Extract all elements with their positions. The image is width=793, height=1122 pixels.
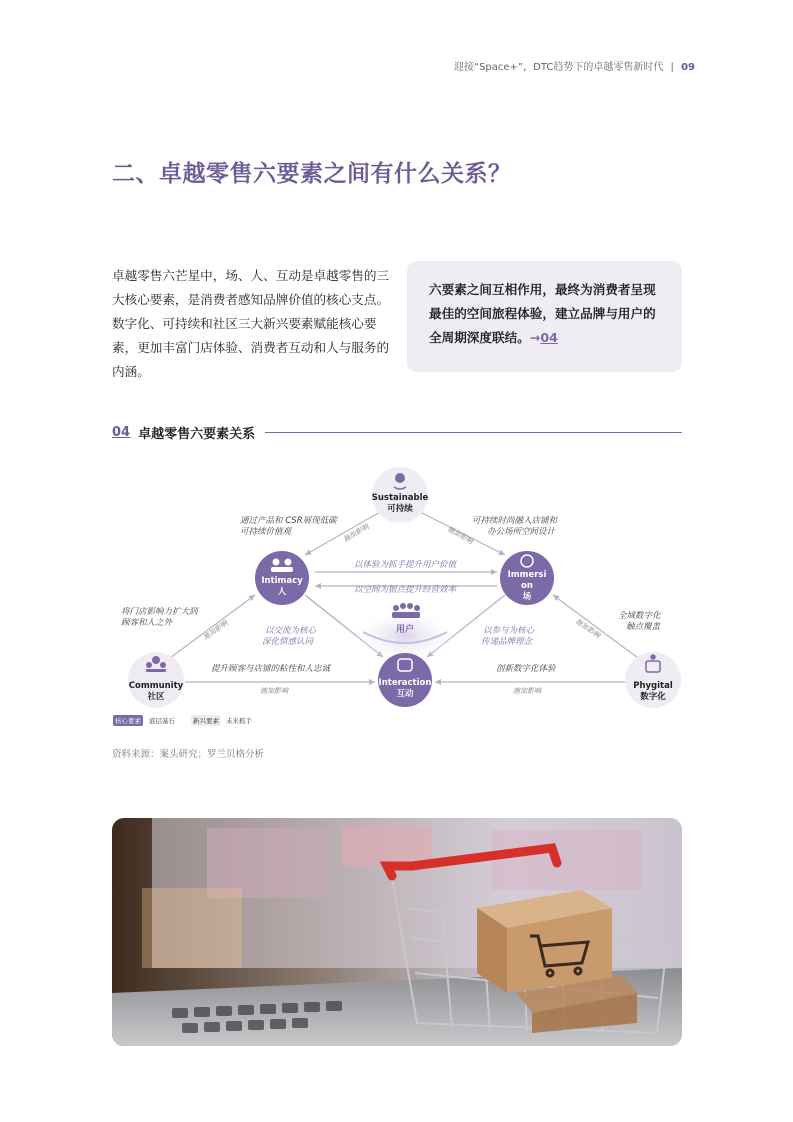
label-mid-bottom: 以空间为据点提升经营效率 bbox=[353, 585, 457, 595]
label-right-mid-2: 触点覆盖 bbox=[626, 622, 661, 632]
label-intimacy-user-1: 以交流为核心 bbox=[265, 626, 317, 636]
community-en: Community bbox=[128, 681, 184, 691]
immersion-en-2: on bbox=[521, 581, 533, 591]
label-immersion-user-1: 以参与为核心 bbox=[483, 626, 535, 636]
running-header bbox=[454, 58, 695, 73]
shopping-cart-photo bbox=[112, 818, 682, 1046]
node-immersion bbox=[500, 551, 554, 605]
node-interaction bbox=[378, 653, 432, 707]
label-mid-top: 以体验为抓手提升用户价值 bbox=[353, 560, 457, 570]
diagram-legend bbox=[113, 715, 253, 726]
figure-title: 卓越零售六要素关系 bbox=[138, 426, 256, 442]
label-influence-2: 施加影响 bbox=[446, 524, 475, 546]
intimacy-zh: 人 bbox=[277, 587, 287, 597]
header-doc-title: 迎接“Space+”，DTC趋势下的卓越零售新时代 bbox=[453, 62, 664, 73]
node-phygital bbox=[625, 652, 681, 708]
header-separator: | bbox=[670, 62, 674, 73]
label-right-mid-1: 全域数字化 bbox=[618, 611, 661, 621]
source-note: 资料来源：案头研究；罗兰贝格分析 bbox=[112, 749, 265, 760]
legend-desc-emerging: 未来抓手 bbox=[226, 717, 252, 725]
figure-title-bar bbox=[112, 422, 682, 442]
label-sustain-right-2: 办公场所空间设计 bbox=[487, 527, 556, 537]
six-elements-diagram bbox=[105, 460, 695, 735]
callout-box bbox=[407, 261, 682, 372]
label-sustain-right-1: 可持续时尚融入店铺和 bbox=[472, 516, 558, 526]
node-intimacy bbox=[255, 551, 309, 605]
legend-desc-core: 底层基石 bbox=[149, 717, 175, 725]
interaction-en: Interaction bbox=[378, 678, 432, 688]
label-influence-3: 施加影响 bbox=[201, 619, 230, 642]
immersion-zh: 场 bbox=[522, 592, 532, 602]
label-influence-5: 施加影响 bbox=[260, 687, 288, 695]
sustainable-zh: 可持续 bbox=[387, 504, 413, 514]
label-intimacy-user-2: 深化情感认同 bbox=[262, 637, 314, 647]
callout-text bbox=[429, 278, 666, 350]
node-sustainable bbox=[372, 467, 429, 523]
intimacy-en: Intimacy bbox=[261, 576, 303, 586]
legend-tag-emerging: 新兴要素 bbox=[193, 717, 219, 725]
callout-arrow: → bbox=[529, 330, 541, 345]
figure-title-rule bbox=[265, 432, 682, 433]
section-title: 二、卓越零售六要素之间有什么关系？ bbox=[112, 161, 512, 187]
sustainable-en: Sustainable bbox=[371, 493, 429, 503]
label-immersion-user-2: 传递品牌理念 bbox=[481, 637, 533, 647]
phygital-zh: 数字化 bbox=[640, 692, 666, 702]
label-influence-1: 施加影响 bbox=[342, 522, 371, 544]
page-number: 09 bbox=[681, 62, 695, 73]
label-left-mid-1: 将门店影响力扩大到 bbox=[121, 607, 198, 617]
photo-illustration bbox=[112, 818, 682, 1046]
interaction-zh: 互动 bbox=[396, 689, 414, 699]
label-bottom-left: 提升顾客与店铺的粘性和人忠诚 bbox=[211, 664, 331, 674]
phygital-en: Phygital bbox=[633, 681, 673, 691]
label-influence-4: 施加影响 bbox=[573, 617, 602, 640]
immersion-en-1: Immersi bbox=[507, 570, 547, 580]
user-zh: 用户 bbox=[395, 625, 415, 635]
callout-body: 六要素之间互相作用，最终为消费者呈现最佳的空间旅程体验，建立品牌与用户的全周期深度联结。 bbox=[429, 282, 656, 345]
label-influence-6: 施加影响 bbox=[513, 687, 541, 695]
community-zh: 社区 bbox=[147, 692, 165, 702]
node-community bbox=[128, 652, 184, 708]
callout-figure-link[interactable]: 04 bbox=[540, 330, 558, 345]
label-sustain-left-2: 可持续价值观 bbox=[240, 527, 292, 537]
label-bottom-right: 创新数字化体验 bbox=[496, 664, 556, 674]
label-sustain-left-1: 通过产品和 CSR展现低碳 bbox=[240, 516, 337, 526]
figure-number: 04 bbox=[112, 424, 131, 440]
legend-tag-core: 核心要素 bbox=[115, 717, 141, 725]
intro-paragraph: 卓越零售六芒星中，场、人、互动是卓越零售的三大核心要素，是消费者感知品牌价值的核心支点。数字化、可持续和社区三大新兴要素赋能核心要素，更加丰富门店体验、消费者互动和人与服务的内涵。 bbox=[112, 268, 390, 379]
label-left-mid-2: 顾客和人之外 bbox=[121, 618, 173, 628]
